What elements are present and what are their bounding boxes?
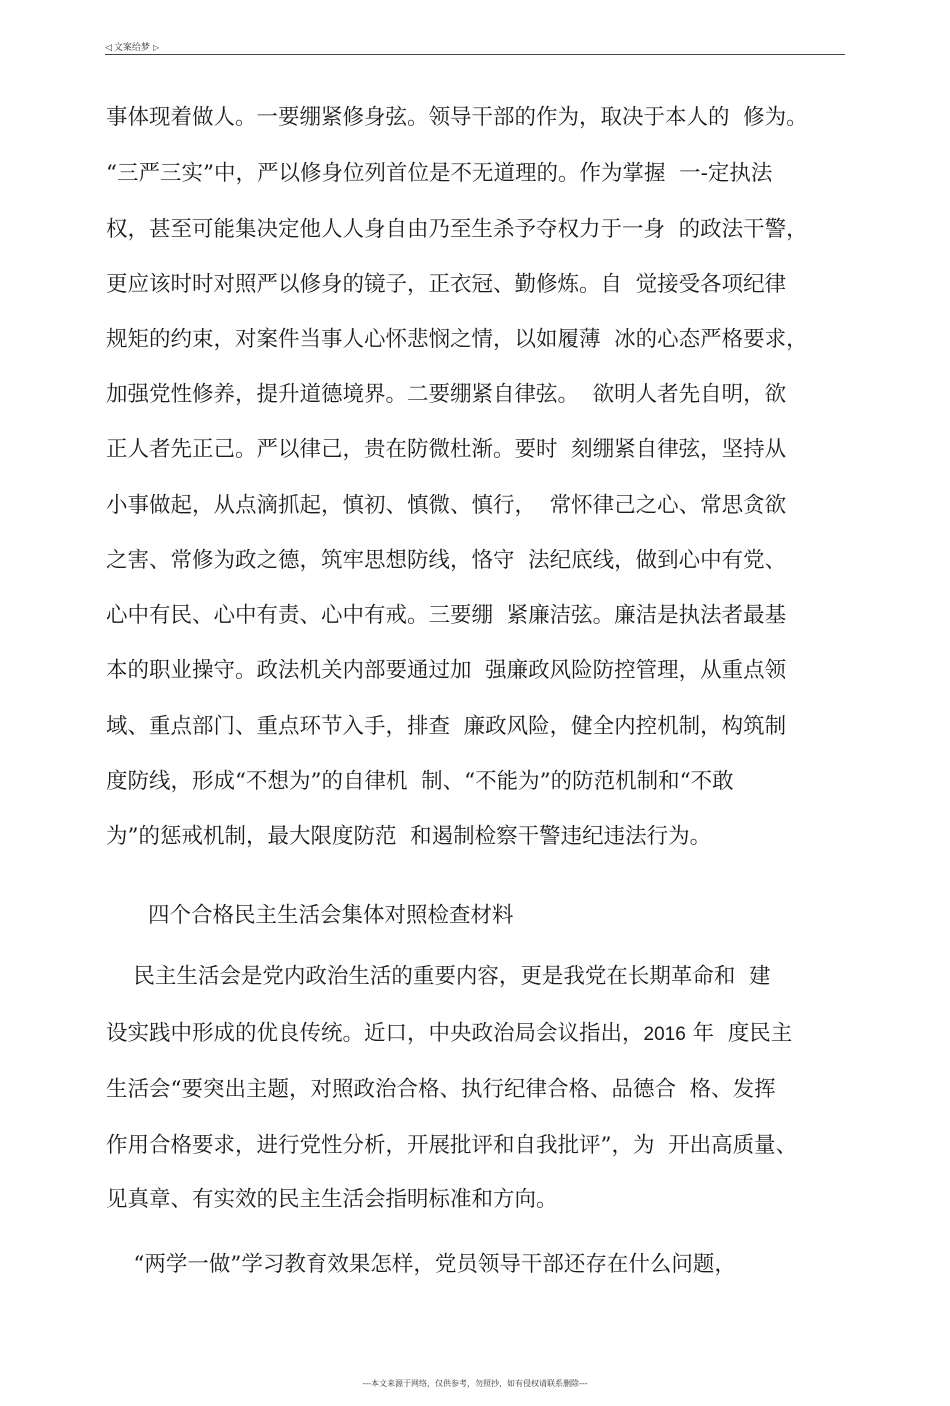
- body-line: 心中有民、心中有责、心中有戒。三要绷 紧廉洁弦。廉洁是执法者最基: [106, 603, 787, 628]
- body-line: 生活会“要突出主题，对照政治合格、执行纪律合格、品德合 格、发挥: [106, 1077, 776, 1102]
- body-line-tail: 年 度民主: [685, 1021, 793, 1046]
- body-line: 作用合格要求，进行党性分析，开展批评和自我批评”，为 开出高质量、: [106, 1133, 798, 1158]
- header-title: [105, 40, 159, 53]
- body-line: 域、重点部门、重点环节入手，排查 廉政风险，健全内控机制，构筑制: [106, 714, 787, 739]
- header-left-arrow-icon: ◁: [105, 43, 112, 53]
- body-line: 本的职业操守。政法机关内部要通过加 强廉政风险防控管理，从重点领: [106, 658, 787, 683]
- body-line-text: 设实践中形成的优良传统。近口，中央政治局会议指出，: [106, 1021, 644, 1046]
- body-line: 小事做起，从点滴抓起，慎初、慎微、慎行， 常怀律己之心、常思贪欲: [106, 493, 787, 518]
- page-footer: ---本文来源于网络，仅供参考，勿照抄，如有侵权请联系删除---: [362, 1379, 588, 1388]
- body-line: 权，甚至可能集决定他人人身自由乃至生杀予夺权力于一身 的政法干警，: [106, 217, 808, 242]
- body-line: 正人者先正己。严以律己，贵在防微杜渐。要时 刻绷紧自律弦，坚持从: [106, 437, 787, 462]
- section-heading: 四个合格民主生活会集体对照检查材料: [148, 903, 514, 928]
- year-value: 2016: [643, 1024, 686, 1045]
- body-line: 度防线，形成“不想为”的自律机 制、“不能为”的防范机制和“不敢: [106, 769, 734, 794]
- body-line: 加强党性修养，提升道德境界。二要绷紧自律弦。 欲明人者先自明，欲: [106, 382, 787, 407]
- body-line: 更应该时时对照严以修身的镜子，正衣冠、勤修炼。自 觉接受各项纪律: [106, 272, 787, 297]
- body-line: 事体现着做人。一要绷紧修身弦。领导干部的作为，取决于本人的 修为。: [106, 105, 808, 130]
- header-title-text: 文案给梦: [113, 43, 150, 53]
- body-line: [106, 1020, 792, 1049]
- body-line: 见真章、有实效的民主生活会指明标准和方向。: [106, 1187, 558, 1212]
- body-line: 为”的惩戒机制，最大限度防范 和遏制检察干警违纪违法行为。: [106, 824, 712, 849]
- header-right-arrow-icon: ▷: [152, 43, 160, 52]
- body-line: 民主生活会是党内政治生活的重要内容，更是我党在长期革命和 建: [106, 964, 771, 989]
- body-line: 之害、常修为政之德，筑牢思想防线，恪守 法纪底线，做到心中有党、: [106, 548, 787, 573]
- body-line: “三严三实”中，严以修身位列首位是不无道理的。作为掌握 一-定执法: [106, 161, 773, 186]
- page-header: [105, 38, 845, 55]
- body-line: “两学一做”学习教育效果怎样，党员领导干部还存在什么问题，: [106, 1252, 736, 1277]
- body-line: 规矩的约束，对案件当事人心怀悲悯之情，以如履薄 冰的心态严格要求，: [106, 327, 808, 352]
